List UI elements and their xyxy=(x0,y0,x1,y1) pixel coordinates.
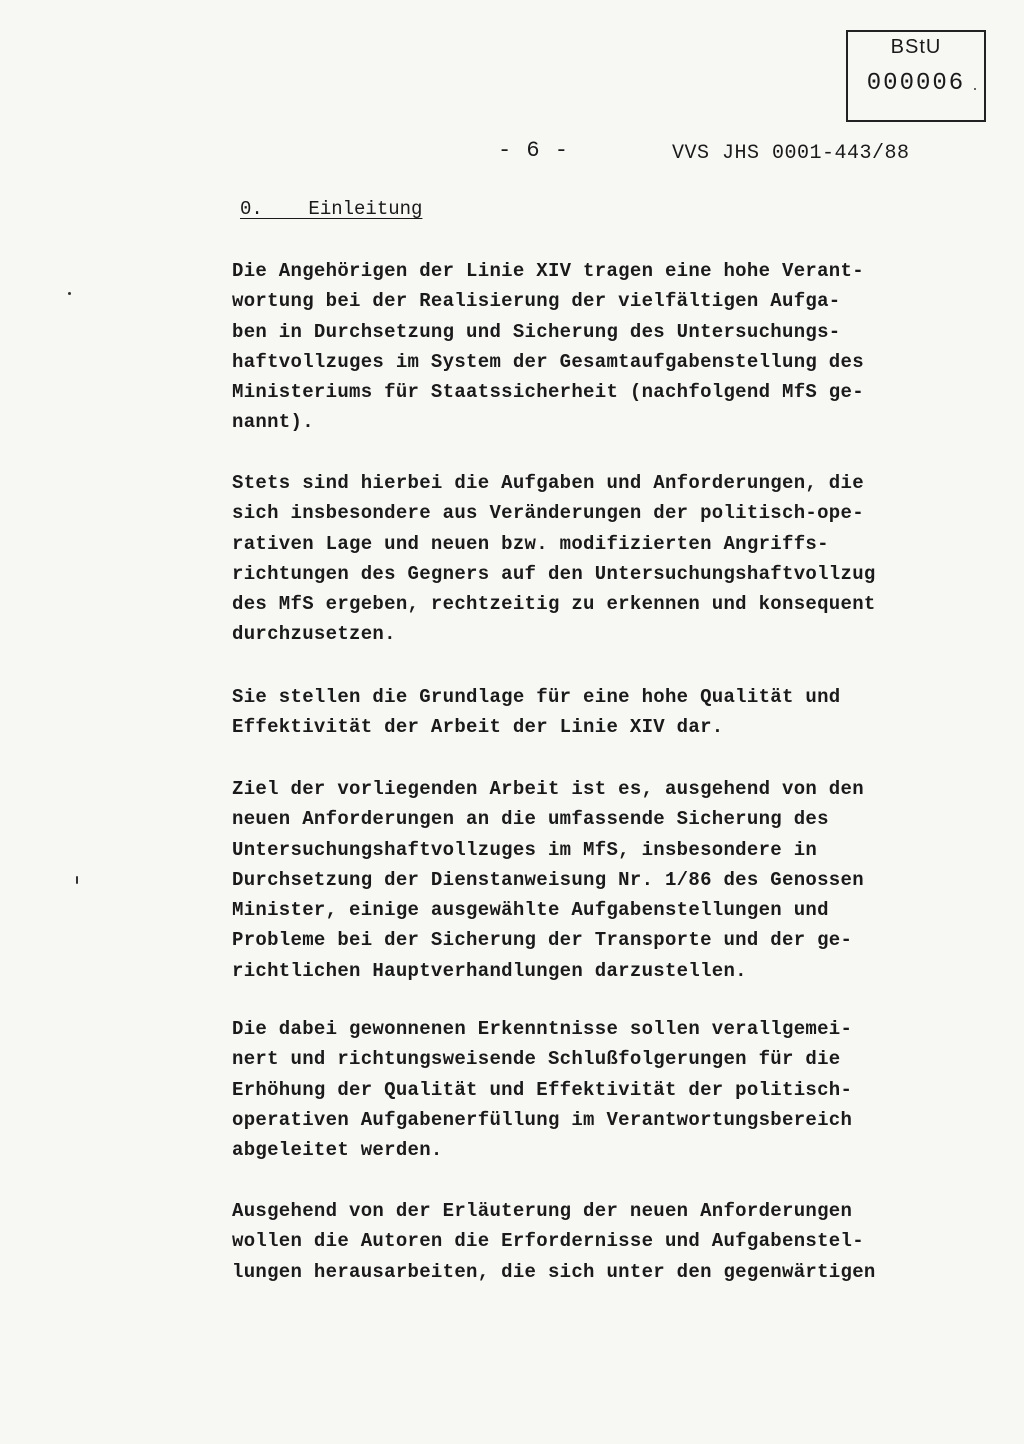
paragraph xyxy=(232,1196,912,1287)
paragraph-line: Erhöhung der Qualität und Effektivität der politisch- xyxy=(232,1078,853,1101)
paragraph-line: wortung bei der Realisierung der vielfältigen Aufga- xyxy=(232,290,841,313)
paragraph xyxy=(232,468,912,650)
paragraph-line: nannt). xyxy=(232,411,314,434)
paragraph-line: richtungen des Gegners auf den Untersuchungshaftvollzug xyxy=(232,562,876,585)
paragraph xyxy=(232,256,912,438)
paragraph-line: Stets sind hierbei die Aufgaben und Anforderungen, die xyxy=(232,472,864,494)
paragraph xyxy=(232,1014,912,1165)
paragraph-line: neuen Anforderungen an die umfassende Sicherung des xyxy=(232,808,829,831)
scan-speck xyxy=(68,292,71,295)
paragraph-line: sich insbesondere aus Veränderungen der politisch-ope- xyxy=(232,502,864,525)
paragraph-line: abgeleitet werden. xyxy=(232,1139,443,1162)
paragraph-line: ben in Durchsetzung und Sicherung des Untersuchungs- xyxy=(232,320,841,343)
paragraph-line: Durchsetzung der Dienstanweisung Nr. 1/86 des Genossen xyxy=(232,868,864,891)
stamp-organization: BStU xyxy=(890,36,942,58)
stamp-number: 000006 xyxy=(866,70,966,97)
paragraph-line: Probleme bei der Sicherung der Transporte und der ge- xyxy=(232,929,853,952)
paragraph-line: durchzusetzen. xyxy=(232,623,396,646)
paragraph-line: Sie stellen die Grundlage für eine hohe Qualität und xyxy=(232,686,841,708)
paragraph-line: haftvollzuges im System der Gesamtaufgabenstellung des xyxy=(232,350,864,373)
scan-speck xyxy=(76,876,78,884)
paragraph-line: Minister, einige ausgewählte Aufgabenstellungen und xyxy=(232,899,829,922)
paragraph-line: wollen die Autoren die Erfordernisse und Aufgabenstel- xyxy=(232,1230,864,1253)
paragraph-line: nert und richtungsweisende Schlußfolgerungen für die xyxy=(232,1048,841,1071)
paragraph-line: rativen Lage und neuen bzw. modifizierten Angriffs- xyxy=(232,532,829,555)
document-reference: VVS JHS 0001-443/88 xyxy=(672,142,910,165)
paragraph xyxy=(232,682,912,743)
paragraph-line: des MfS ergeben, rechtzeitig zu erkennen und konsequent xyxy=(232,593,876,616)
paragraph-line: operativen Aufgabenerfüllung im Verantwortungsbereich xyxy=(232,1108,853,1131)
paragraph-line: Effektivität der Arbeit der Linie XIV dar. xyxy=(232,716,724,739)
paragraph-line: Ministeriums für Staatssicherheit (nachfolgend MfS ge- xyxy=(232,381,864,404)
scan-speck xyxy=(974,88,976,90)
paragraph-line: lungen herausarbeiten, die sich unter den gegenwärtigen xyxy=(232,1260,876,1283)
paragraph-line: richtlichen Hauptverhandlungen darzustellen. xyxy=(232,959,747,982)
paragraph xyxy=(232,774,912,986)
paragraph-line: Untersuchungshaftvollzuges im MfS, insbesondere in xyxy=(232,838,818,861)
section-title: 0. Einleitung xyxy=(240,198,423,220)
page-number: - 6 - xyxy=(498,138,570,163)
paragraph-line: Ziel der vorliegenden Arbeit ist es, ausgehend von den xyxy=(232,778,864,800)
archive-stamp xyxy=(846,30,986,122)
paragraph-line: Die Angehörigen der Linie XIV tragen eine hohe Verant- xyxy=(232,260,864,282)
paragraph-line: Die dabei gewonnenen Erkenntnisse sollen verallgemei- xyxy=(232,1018,853,1040)
paragraph-line: Ausgehend von der Erläuterung der neuen Anforderungen xyxy=(232,1200,853,1222)
